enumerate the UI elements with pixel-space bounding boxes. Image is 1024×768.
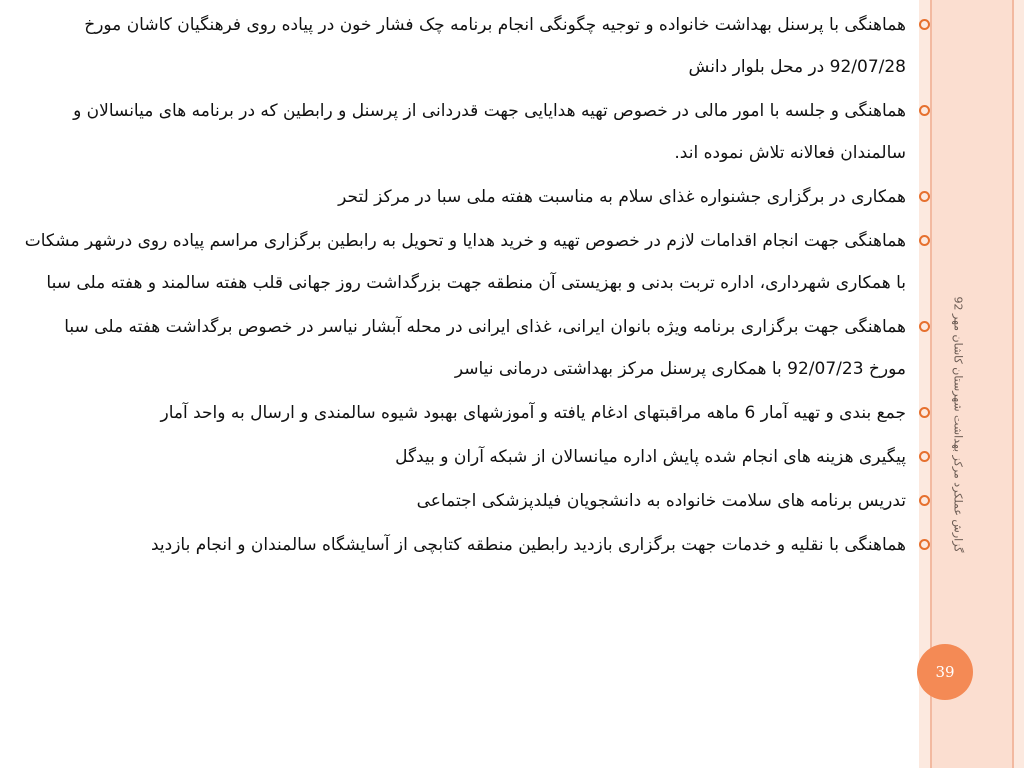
bullet-item <box>24 90 934 174</box>
bullet-text: هماهنگی و جلسه با امور مالی در خصوص تهیه هدایایی جهت قدردانی از پرسنل و رابطین که در برنامه های میانسالان و سالمندان فعالانه تلاش نموده اند. <box>73 101 906 163</box>
bullet-text: همکاری در برگزاری جشنواره غذای سلام به مناسبت هفته ملی سبا در مرکز لتحر <box>338 187 906 207</box>
bullet-text: هماهنگی جهت برگزاری برنامه ویژه بانوان ایرانی، غذای ایرانی در محله آبشار نیاسر در خصوص برگداشت هفته ملی سبا مورخ 92/07/23 با همکاری پرسنل مرکز بهداشتی درمانی نیاسر <box>64 317 906 379</box>
bullet-circle-icon <box>919 407 930 418</box>
bullet-text: جمع بندی و تهیه آمار 6 ماهه مراقبتهای ادغام یافته و آموزشهای بهبود شیوه سالمندی و ارسال به واحد آمار <box>160 403 906 423</box>
bullet-item <box>24 306 934 390</box>
bullet-circle-icon <box>919 105 930 116</box>
bullet-circle-icon <box>919 451 930 462</box>
bullet-item <box>24 176 934 218</box>
bullet-item <box>24 392 934 434</box>
bullet-item <box>24 436 934 478</box>
bullet-text: هماهنگی جهت انجام اقدامات لازم در خصوص تهیه و خرید هدایا و تحویل به رابطین برگزاری مراسم پیاده روی درشهر مشکات با همکاری شهرداری، اداره تربت بدنی و بهزیستی آن منطقه جهت بزرگداشت روز جهانی قلب هفته سالمند و هفته ملی سبا <box>24 231 906 293</box>
bullet-list <box>24 4 934 566</box>
side-caption <box>945 262 971 586</box>
bullet-circle-icon <box>919 235 930 246</box>
bullet-circle-icon <box>919 495 930 506</box>
bullet-text: پیگیری هزینه های انجام شده پایش اداره میانسالان از شبکه آران و بیدگل <box>395 447 906 467</box>
bullet-item <box>24 480 934 522</box>
bullet-item <box>24 220 934 304</box>
bullet-text: هماهنگی با نقلیه و خدمات جهت برگزاری بازدید رابطین منطقه کتابچی از آسایشگاه سالمندان و انجام بازدید <box>150 535 906 555</box>
bullet-item <box>24 4 934 88</box>
bullet-circle-icon <box>919 321 930 332</box>
bullet-circle-icon <box>919 191 930 202</box>
side-caption-text: گزارش عملکرد مرکز بهداشت شهرستان کاشان مهر 92 <box>951 295 965 553</box>
bullet-text: هماهنگی با پرسنل بهداشت خانواده و توجیه چگونگی انجام برنامه چک فشار خون در پیاده روی فرهنگیان کاشان مورخ 92/07/28 در محل بلوار دانش <box>84 15 906 77</box>
slide-content <box>24 4 934 568</box>
bullet-circle-icon <box>919 539 930 550</box>
page-number-badge <box>917 644 973 700</box>
bullet-text: تدریس برنامه های سلامت خانواده به دانشجویان فیلدپزشکی اجتماعی <box>416 491 906 511</box>
bullet-circle-icon <box>919 19 930 30</box>
bullet-item <box>24 524 934 566</box>
page-number: 39 <box>935 663 955 681</box>
